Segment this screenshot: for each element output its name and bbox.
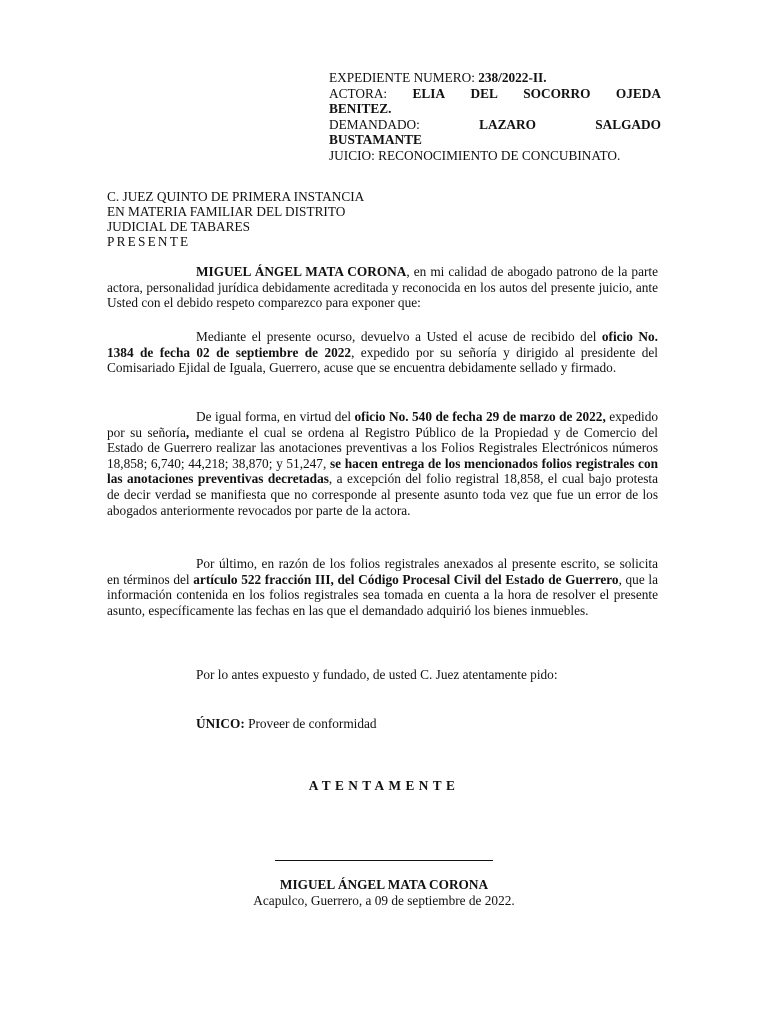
demandado-line: DEMANDADO: LAZARO SALGADO bbox=[329, 116, 661, 132]
paragraph-acuse: Mediante el presente ocurso, devuelvo a Usted el acuse de recibido del oficio No. 1384 de fecha 02 de septiembre de 2022, expedido por su señoría y dirigido al presidente del Comisariado Ejidal de Iguala, Guerrero, acuse que se encuentra debidamente sellado y firmado. bbox=[107, 329, 658, 376]
expediente-number: 238/2022-II. bbox=[478, 70, 547, 85]
addressee-block bbox=[107, 189, 364, 249]
closing-atentamente: ATENTAMENTE bbox=[308, 778, 460, 793]
demandado-line-2: BUSTAMANTE bbox=[329, 132, 422, 147]
addressee-line-1: C. JUEZ QUINTO DE PRIMERA INSTANCIA bbox=[107, 189, 365, 204]
actora-line-2: BENITEZ. bbox=[329, 101, 392, 116]
signature-line bbox=[275, 860, 493, 861]
request-line: Por lo antes expuesto y fundado, de usted C. Juez atentamente pido: bbox=[196, 667, 558, 682]
paragraph-folios: De igual forma, en virtud del oficio No. 540 de fecha 29 de marzo de 2022, expedido por su señoría, mediante el cual se ordena al Registro Público de la Propiedad y de Comercio del Estado de Guerrero realizar las anotaciones preventivas a los Folios Registrales Electrónicos números 18,858; 6,740; 44,218; 38,870; y 51,247, se hacen entrega de los mencionados folios registrales con las anotaciones preventivas decretadas, a excepción del folio registral 18,858, el cual bajo protesta de decir verdad se manifiesta que no corresponde al presente asunto toda vez que fue un error de los abogados anteriormente revocados por parte de la actora. bbox=[107, 409, 659, 518]
unico-line: ÚNICO: Proveer de conformidad bbox=[196, 716, 377, 731]
actora-line: ACTORA: ELIA DEL SOCORRO OJEDA bbox=[329, 85, 661, 101]
expediente-line: EXPEDIENTE NUMERO: 238/2022-II. bbox=[329, 70, 547, 85]
addressee-presente: PRESENTE bbox=[107, 234, 191, 249]
signature-place-date: Acapulco, Guerrero, a 09 de septiembre de 2022. bbox=[253, 893, 515, 908]
intro-paragraph: MIGUEL ÁNGEL MATA CORONA, en mi calidad de abogado patrono de la parte actora, personalidad jurídica debidamente acreditada y reconocida en los autos del presente juicio, ante Usted con el debido respeto comparezco para exponer que: bbox=[107, 264, 658, 311]
signature-name: MIGUEL ÁNGEL MATA CORONA bbox=[279, 877, 489, 892]
case-header bbox=[329, 70, 661, 163]
juicio-line: JUICIO: RECONOCIMIENTO DE CONCUBINATO. bbox=[329, 147, 621, 163]
paragraph-articulo: Por último, en razón de los folios registrales anexados al presente escrito, se solicita en términos del artículo 522 fracción III, del Código Procesal Civil del Estado de Guerrero, que la información contenida en los folios registrales sea tomada en cuenta a la hora de resolver el presente asunto, específicamente las fechas en las que el demandado adquirió los bienes inmuebles. bbox=[107, 556, 658, 618]
addressee-line-2: EN MATERIA FAMILIAR DEL DISTRITO bbox=[107, 204, 346, 219]
addressee-line-3: JUDICIAL DE TABARES bbox=[107, 219, 250, 234]
